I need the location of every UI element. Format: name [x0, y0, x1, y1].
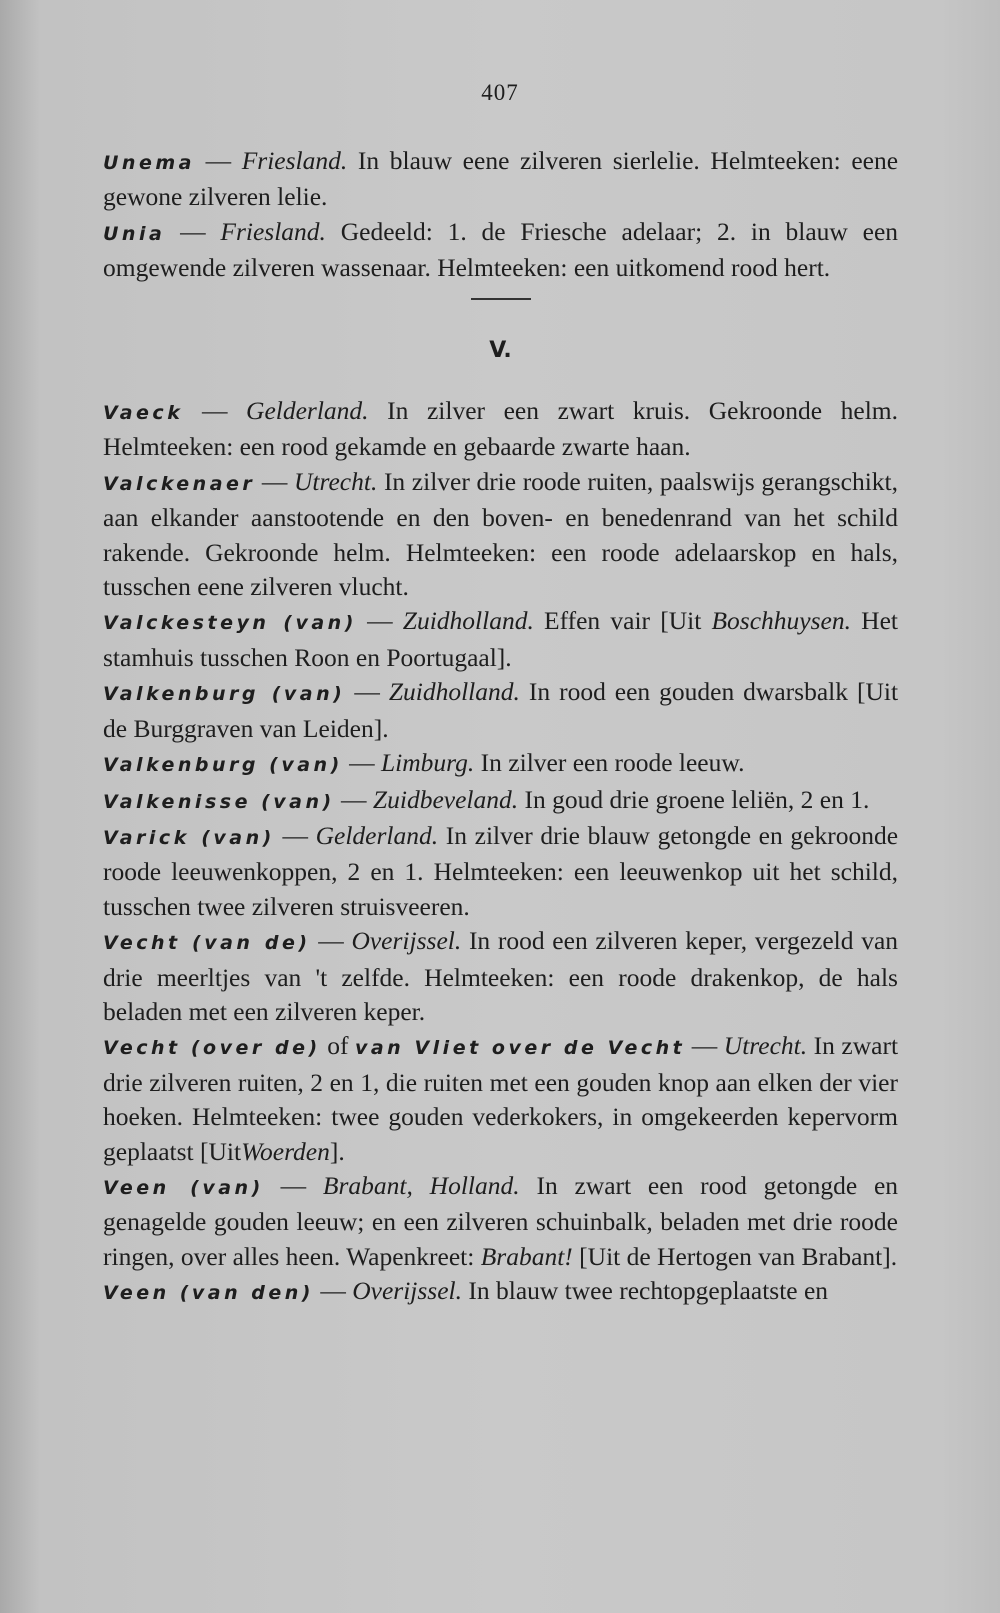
entry-text: In goud drie groene leliën, 2 en 1.	[524, 784, 870, 814]
entry-dash: —	[180, 216, 206, 246]
entry-text: In rood een gouden dwarsbalk [Uit de Burggraven van Leiden].	[103, 677, 899, 743]
entry-text: In zilver een zwart kruis. Gekroonde helm. Helmteeken: een rood gekamde en gebaarde zwarte haan.	[103, 396, 899, 462]
entry-vecht-van-de	[103, 924, 898, 1029]
entry-dash: —	[205, 146, 232, 175]
entry-dash: —	[280, 1170, 307, 1200]
entry-head-alt: van Vliet over de Vecht	[354, 1037, 686, 1060]
entry-province: Utrecht.	[723, 1031, 808, 1061]
entry-source: Boschhuysen.	[711, 606, 851, 636]
entry-conjunction: of	[327, 1031, 349, 1061]
entry-head: Veen (van)	[103, 1176, 264, 1199]
entry-text: In zilver drie blauw getongde en gekroonde roode leeuwenkoppen, 2 en 1. Helmteeken: een leeuwenkop uit het schild, tusschen twee zilveren struisveeren.	[103, 820, 899, 921]
entry-text: In zilver een roode leeuw.	[480, 748, 745, 778]
entry-province: Overijssel.	[351, 926, 462, 956]
entry-text: Gedeeld: 1. de Friesche adelaar; 2. in blauw een omgewende zilveren wassenaar. Helmteeken: een uitkomend rood hert.	[103, 216, 899, 283]
entry-province: Friesland.	[220, 216, 326, 246]
entry-dash: —	[201, 396, 228, 426]
entry-head: Varick (van)	[103, 826, 275, 849]
entry-text-cont: ].	[329, 1136, 345, 1166]
entry-text: Effen vair [Uit	[544, 606, 702, 636]
entry-dash: —	[349, 748, 375, 778]
entry-vaeck	[103, 394, 898, 465]
entry-head: Vecht (van de)	[103, 932, 311, 955]
entry-province: Utrecht.	[294, 466, 378, 496]
entry-unema	[103, 144, 898, 215]
section-divider	[471, 298, 531, 300]
entry-province: Brabant, Holland.	[322, 1170, 520, 1200]
entry-dash: —	[367, 606, 393, 636]
page-number: 407	[481, 80, 519, 105]
entry-province: Friesland.	[241, 146, 348, 175]
entry-text: In zwart een rood getongde en genagelde gouden leeuw; en een zilveren schuinbalk, beladen met drie roode ringen, over alles heen. Wapenkreet:	[103, 1170, 899, 1271]
entry-head: Unema	[103, 152, 195, 174]
entry-head: Vecht (over de)	[103, 1037, 321, 1060]
entry-province: Gelderland.	[246, 396, 369, 426]
entry-province: Zuidholland.	[388, 677, 520, 707]
entry-province: Overijssel.	[352, 1276, 462, 1306]
entry-unia	[103, 215, 898, 286]
entry-dash: —	[691, 1031, 718, 1061]
entry-head: Vaeck	[103, 402, 184, 425]
entry-dash: —	[341, 784, 367, 814]
entry-valkenisse	[103, 783, 898, 819]
entry-head: Valkenburg (van)	[103, 754, 343, 777]
entry-province: Zuidbeveland.	[372, 784, 519, 814]
entry-province: Limburg.	[381, 748, 475, 778]
entry-war-cry: Brabant!	[480, 1241, 573, 1271]
entry-head: Valckenaer	[103, 472, 256, 495]
entry-province: Gelderland.	[315, 820, 439, 850]
entry-province: Zuidholland.	[402, 606, 534, 636]
entry-valckesteyn	[103, 604, 898, 675]
page-body	[103, 144, 898, 1311]
entry-text-cont: [Uit de Hertogen van Brabant].	[579, 1241, 898, 1271]
entry-text: In zwart drie zilveren ruiten, 2 en 1, die ruiten met een gouden knop aan elken der vier hoeken. Helmteeken: twee gouden vederkokers, in omgekeerden kepervorm geplaatst [Uit	[103, 1031, 899, 1166]
entry-dash: —	[318, 926, 344, 956]
entry-valkenburg-limburg	[103, 746, 898, 782]
entry-head: Valkenburg (van)	[103, 683, 346, 706]
section-letter: V.	[489, 337, 512, 363]
entry-text: In rood een zilveren keper, vergezeld van drie meerltjes van 't zelfde. Helmteeken: een roode drakenkop, de hals beladen met een zilveren keper.	[103, 926, 899, 1026]
entry-valckenaer	[103, 465, 898, 605]
entry-veen-van-den	[103, 1274, 898, 1310]
entry-dash: —	[320, 1276, 346, 1306]
entry-vecht-over-de	[103, 1029, 898, 1169]
entry-text-cont: Het stamhuis tusschen Roon en Poortugaal].	[103, 606, 898, 672]
entry-veen-van	[103, 1169, 898, 1274]
entry-head: Veen (van den)	[103, 1282, 314, 1305]
entry-dash: —	[282, 820, 308, 850]
entry-source: Woerden	[241, 1136, 330, 1166]
entry-text: In blauw eene zilveren sierlelie. Helmteeken: eene gewone zilveren lelie.	[103, 146, 899, 212]
entry-valkenburg-zh	[103, 675, 898, 746]
entry-head: Valkenisse (van)	[103, 790, 335, 813]
entry-text: In zilver drie roode ruiten, paalswijs gerangschikt, aan elkander aanstootende en den boven- en benedenrand van het schild rakende. Gekroonde helm. Helmteeken: een roode adelaarskop en hals, tusschen eene zilveren vlucht.	[103, 466, 898, 602]
entry-head: Valckesteyn (van)	[103, 612, 357, 635]
entry-varick	[103, 819, 898, 924]
entry-dash: —	[354, 677, 380, 707]
entry-text: In blauw twee rechtopgeplaatste en	[468, 1276, 829, 1306]
entry-head: Unia	[103, 222, 166, 245]
entry-dash: —	[261, 466, 288, 496]
